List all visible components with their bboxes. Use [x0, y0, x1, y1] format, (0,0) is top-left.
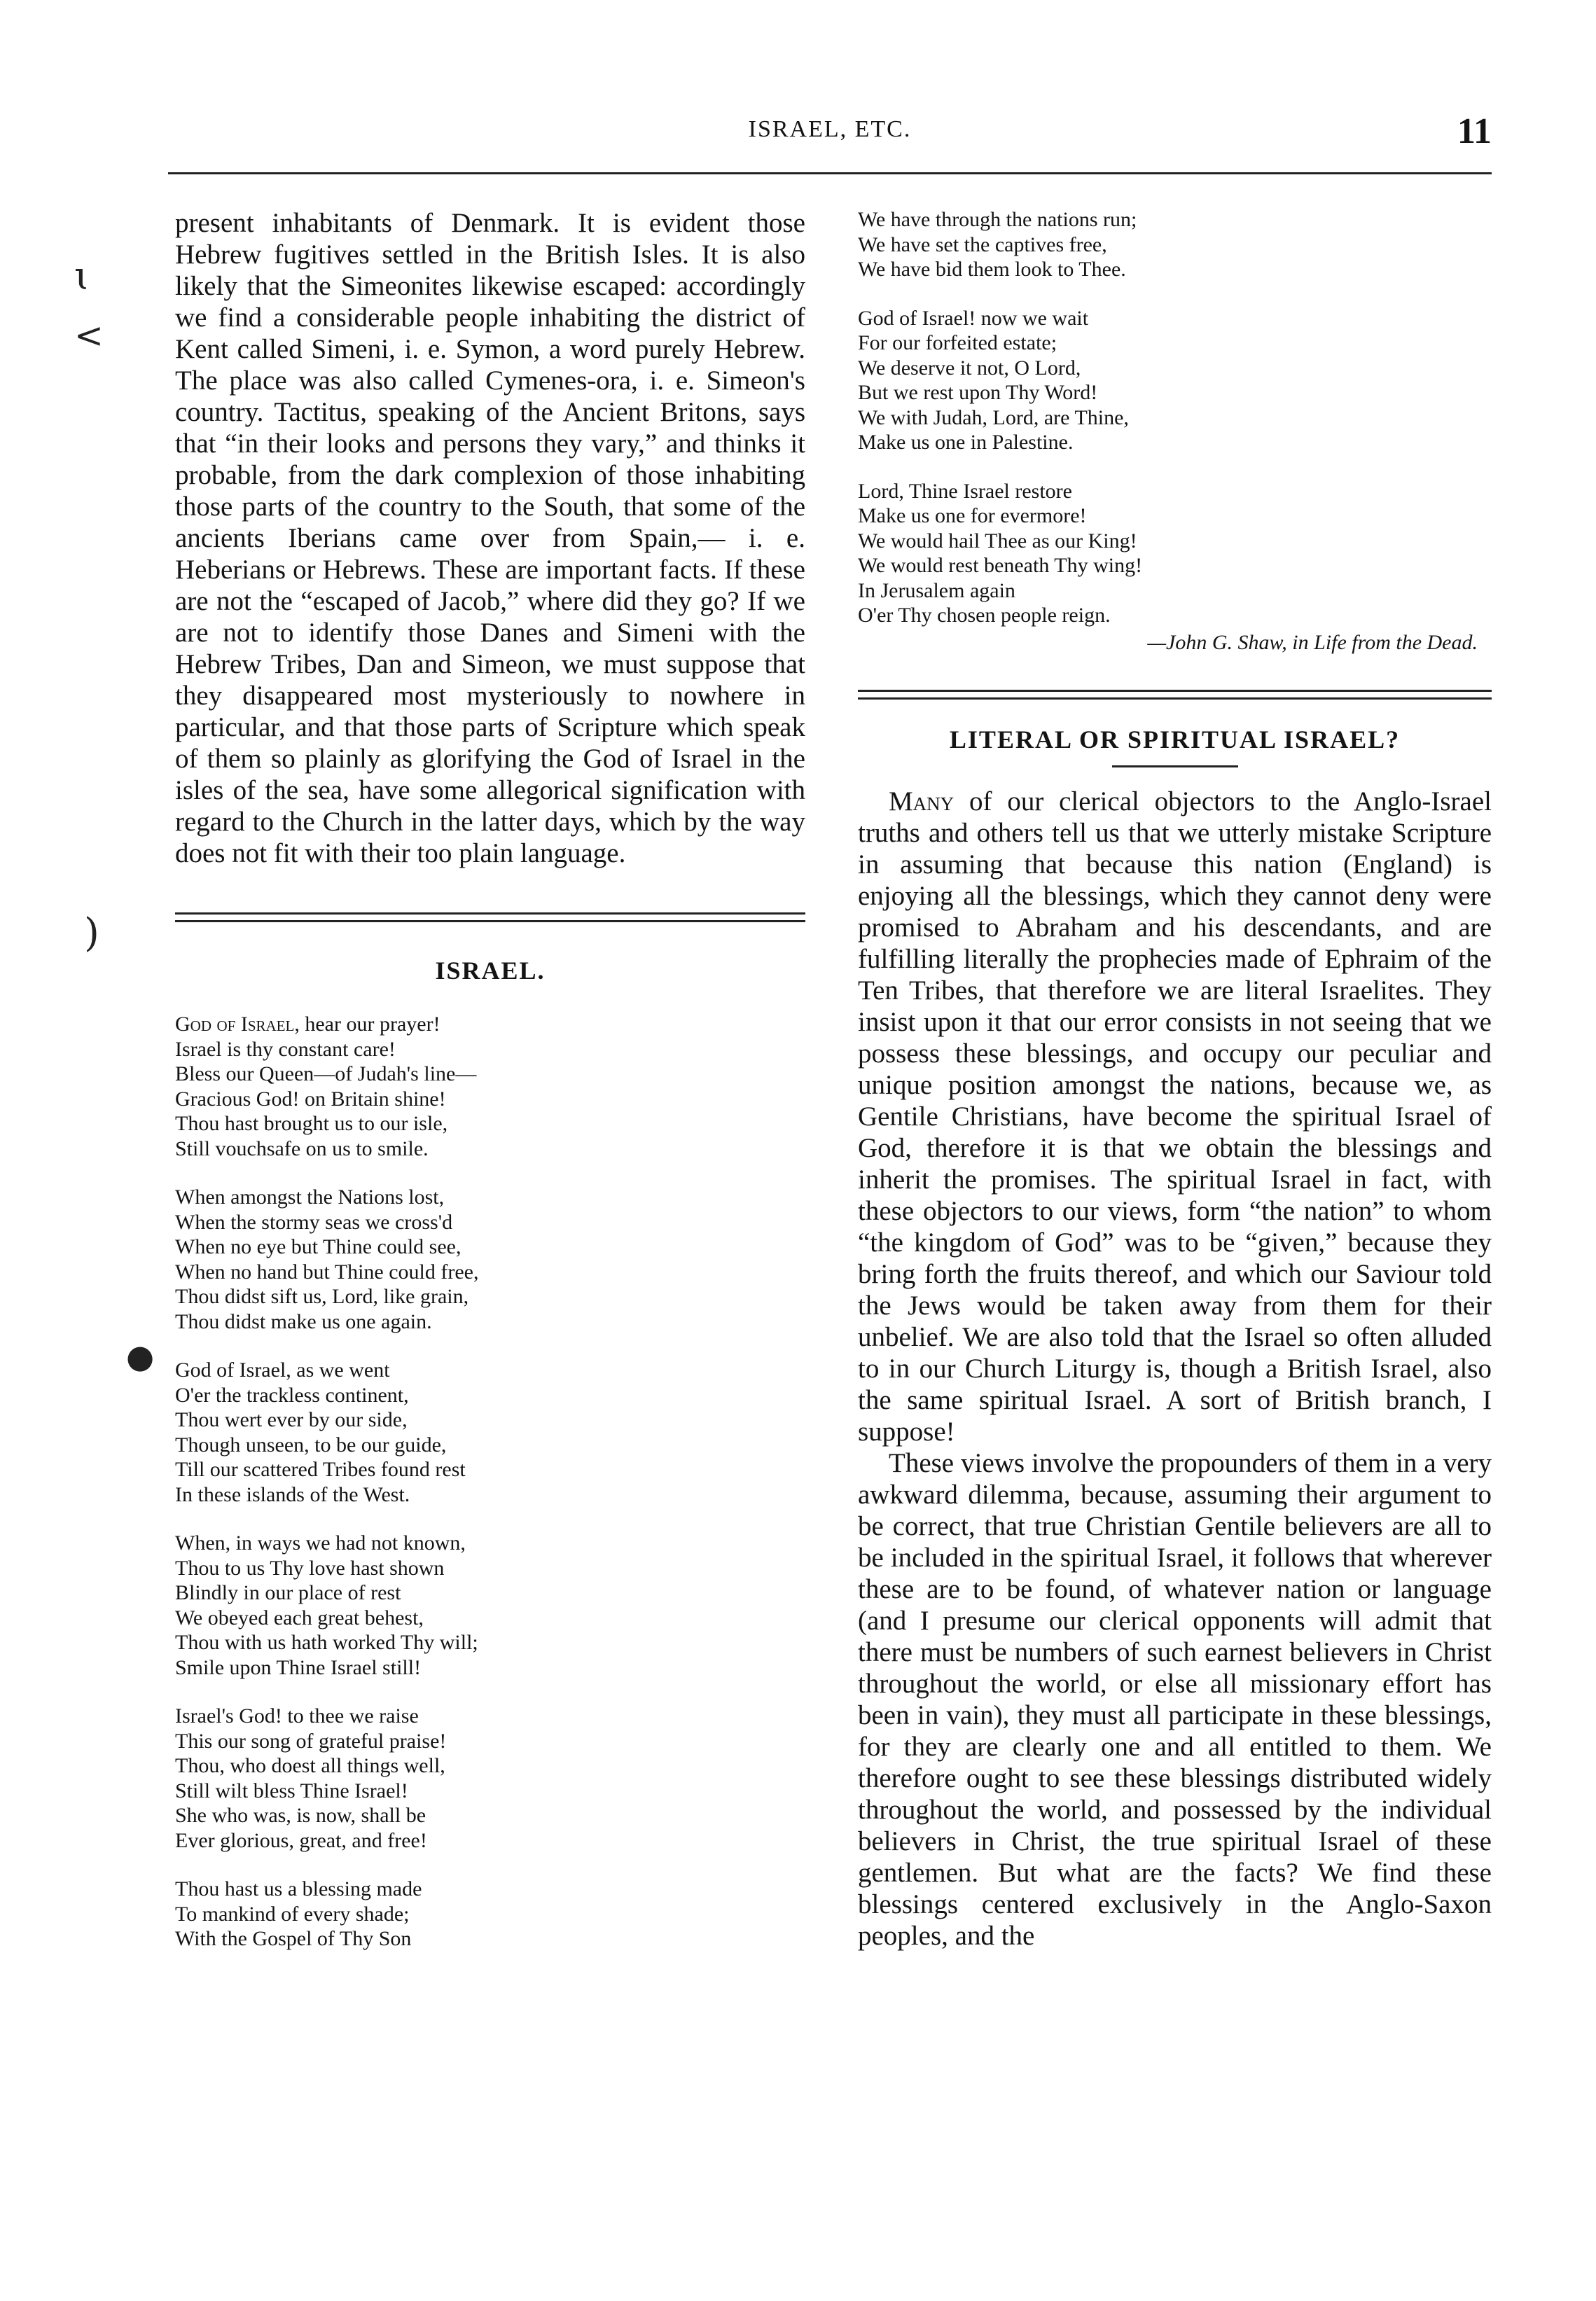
left-column	[175, 207, 805, 1952]
verse-line: Thou didst sift us, Lord, like grain,	[175, 1285, 469, 1308]
verse-line: For our forfeited estate;	[858, 331, 1057, 354]
page-header	[168, 111, 1492, 153]
left-prose	[175, 207, 805, 869]
verse-line: Israel is thy constant care!	[175, 1037, 396, 1061]
verse-line: When, in ways we had not known,	[175, 1531, 466, 1555]
verse-line: We deserve it not, O Lord,	[858, 356, 1081, 380]
verse-line: God of Israel! now we wait	[858, 306, 1089, 330]
verse-line: O'er Thy chosen people reign.	[858, 604, 1111, 627]
verse-line: Still wilt bless Thine Israel!	[175, 1779, 408, 1802]
continued-paragraph: present inhabitants of Denmark. It is evident those Hebrew fugitives settled in the British Isles. It is also likely that the Simeonites likewise escaped: accordingly we find a considerable people inhabiting the district of Kent called Simeni, i. e. Symon, a word purely Hebrew. The place was also called Cymenes-ora, i. e. Simeon's country. Tactitus, speaking of the Ancient Britons, says that “in their looks and persons they vary,” and thinks it probable, from the dark complexion of those inhabiting those parts of the country to the South, that some of the ancients Iberians came over from Spain,— i. e. Heberians or Hebrews. These are important facts. If these are not the “escaped of Jacob,” where did they go? If we are not to identify those Danes and Simeni with the Hebrew Tribes, Dan and Simeon, we must suppose that they disappeared most mysteriously to nowhere in particular, and that those parts of Scripture which speak of them so plainly as glorifying the God of Israel in the isles of the sea, have some allegorical signification with regard to the Church in the latter days, which by the way does not fit with their too plain language.	[175, 208, 805, 868]
verse-line: We would rest beneath Thy wing!	[858, 554, 1143, 577]
verse-line: In these islands of the West.	[175, 1482, 410, 1506]
verse-line: We obeyed each great behest,	[175, 1606, 424, 1629]
header-rule	[168, 172, 1492, 174]
verse-line: This our song of grateful praise!	[175, 1729, 447, 1753]
verse-line: We with Judah, Lord, are Thine,	[858, 405, 1129, 429]
verse-line: When the stormy seas we cross'd	[175, 1210, 453, 1234]
stanza-7	[858, 207, 1492, 282]
stanza-5	[175, 1704, 805, 1853]
verse-line: Make us one for evermore!	[858, 504, 1087, 527]
poem-opening-words: God of Israel,	[175, 1013, 300, 1036]
section-divider	[858, 690, 1492, 700]
article-paragraph-1	[858, 786, 1492, 1447]
verse-line: Thou, who doest all things well,	[175, 1754, 445, 1777]
poem-israel-part-1	[175, 1012, 805, 1952]
stanza-6	[175, 1877, 805, 1952]
article-body	[858, 786, 1492, 1952]
verse-line: Blindly in our place of rest	[175, 1581, 401, 1604]
verse-line: With the Gospel of Thy Son	[175, 1927, 412, 1950]
verse-line: In Jerusalem again	[858, 578, 1015, 602]
poem-title: ISRAEL.	[435, 957, 546, 985]
margin-mark-1: ɩ	[74, 253, 90, 299]
verse-line	[175, 1012, 805, 1037]
margin-mark-2: <	[74, 315, 104, 356]
verse-line: Thou hast us a blessing made	[175, 1877, 422, 1900]
verse-line: We would hail Thee as our King!	[858, 529, 1137, 552]
right-column	[858, 207, 1492, 1952]
verse-line: Israel's God! to thee we raise	[175, 1704, 419, 1728]
verse-line-text: hear our prayer!	[305, 1013, 440, 1036]
verse-line: She who was, is now, shall be	[175, 1804, 426, 1827]
poem-attribution: —John G. Shaw, in Life from the Dead.	[1147, 630, 1478, 654]
verse-line: We have through the nations run;	[858, 208, 1137, 231]
article-opening-word: Many	[889, 786, 955, 816]
page-number: 11	[1457, 111, 1492, 151]
verse-line: Thou to us Thy love hast shown	[175, 1556, 445, 1580]
verse-line: But we rest upon Thy Word!	[858, 381, 1098, 404]
paragraph-text: of our clerical objectors to the Anglo-Israel truths and others tell us that we utterly mistake Scripture in assuming that because this nation (England) is enjoying all the blessings, which they cannot deny were promised to Abraham and his descendants, and are fulfilling literally the prophecies made of Ephraim of the Ten Tribes, that therefore we are literal Israelites. They insist upon it that our error consists in not seeing that we possess these blessings, and occupy our peculiar and unique position amongst the nations, because we, as Gentile Christians, have become the spiritual Israel of God, therefore it is that we obtain the blessings and inherit the promises. The spiritual Israel in fact, with these objectors to our views, form “the nation” to whom “the kingdom of God” was to be “given,” because they bring forth the fruits thereof, and which our Saviour told the Jews would be taken away from them for their unbelief. We are also told that the Israel so often alluded to in our Church Liturgy is, though a British Israel, also the same spiritual Israel. A sort of British branch, I suppose!	[858, 786, 1492, 1447]
verse-line: O'er the trackless continent,	[175, 1383, 409, 1407]
verse-line: When no eye but Thine could see,	[175, 1235, 462, 1258]
article-paragraph-2: These views involve the propounders of them in a very awkward dilemma, because, assuming their argument to be correct, that true Christian Gentile believers are all to be included in the spiritual Israel, it follows that wherever these are to be found, of whatever nation or language (and I presume our clerical opponents will admit that there must be numbers of such earnest believers in Christ throughout the world, or else all missionary effort has been in vain), they must all participate in these blessings, for they are clearly one and all entitled to them. We therefore ought to see these blessings distributed widely throughout the world, and possessed by the individual believers in Christ, the true spiritual Israel of these gentlemen. But what are the facts? We find these blessings centered exclusively in the Anglo-Saxon peoples, and the	[858, 1447, 1492, 1951]
stanza-4	[175, 1531, 805, 1680]
verse-line: Still vouchsafe on us to smile.	[175, 1136, 429, 1160]
poem-israel-part-2	[858, 207, 1492, 628]
article-title: LITERAL OR SPIRITUAL ISRAEL?	[949, 725, 1401, 753]
verse-line: Till our scattered Tribes found rest	[175, 1458, 466, 1481]
verse-line: We have bid them look to Thee.	[858, 258, 1126, 281]
verse-line: Smile upon Thine Israel still!	[175, 1655, 422, 1679]
margin-mark-4: ●	[126, 1337, 155, 1375]
verse-line: Gracious God! on Britain shine!	[175, 1087, 446, 1111]
stanza-2	[175, 1185, 805, 1334]
verse-line: Thou with us hath worked Thy will;	[175, 1631, 478, 1654]
stanza-9	[858, 479, 1492, 628]
verse-line: When amongst the Nations lost,	[175, 1186, 445, 1209]
verse-line: When no hand but Thine could free,	[175, 1260, 479, 1284]
stanza-3	[175, 1358, 805, 1507]
verse-line: We have set the captives free,	[858, 232, 1107, 256]
stanza-8	[858, 306, 1492, 455]
verse-line: Thou wert ever by our side,	[175, 1408, 408, 1431]
verse-line: Make us one in Palestine.	[858, 431, 1074, 454]
running-title: ISRAEL, ETC.	[748, 116, 912, 142]
stanza-1	[175, 1012, 805, 1161]
verse-line: Bless our Queen—of Judah's line—	[175, 1062, 477, 1085]
margin-mark-3: )	[84, 910, 99, 956]
verse-line: Lord, Thine Israel restore	[858, 479, 1072, 503]
verse-line: Thou didst make us one again.	[175, 1309, 432, 1333]
verse-line: Thou hast brought us to our isle,	[175, 1112, 448, 1135]
verse-line: Though unseen, to be our guide,	[175, 1433, 447, 1457]
verse-line: Ever glorious, great, and free!	[175, 1828, 427, 1852]
verse-line: God of Israel, as we went	[175, 1358, 390, 1382]
verse-line: To mankind of every shade;	[175, 1902, 410, 1926]
section-divider	[175, 912, 805, 922]
